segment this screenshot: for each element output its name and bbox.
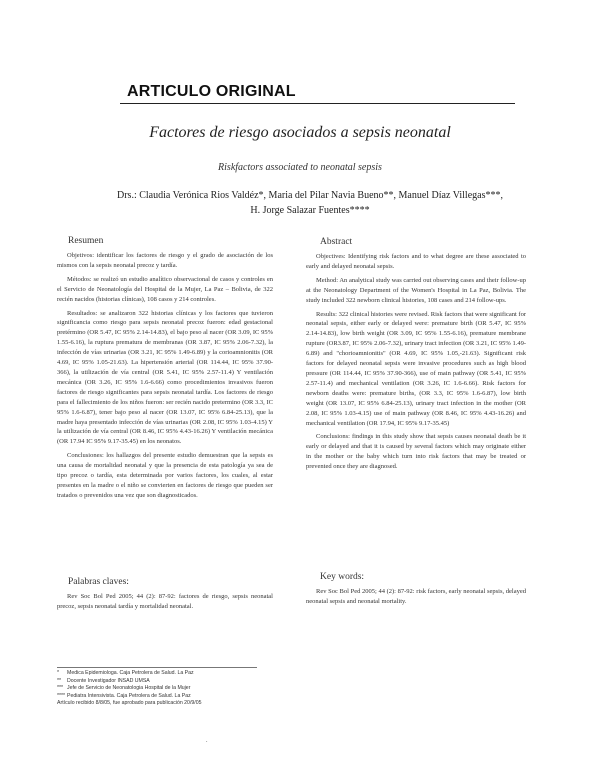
received-date: Artículo recibido 8/8/05, fue aprobado para publicación 20/9/05 xyxy=(57,700,202,706)
footnote-mark: *** xyxy=(57,685,64,692)
footnote-text: Pediatra Intensivista. Caja Petrolera de Salud. La Paz xyxy=(67,692,191,699)
abstract-method: Method: An analytical study was carried out observing cases and their follow-up at the Neonatology Department of the Women's Hospital in La Paz, Bolivia. The study included 322 newborn clinical histories, 108 cases and 214 follow-ups. xyxy=(306,276,526,304)
section-rule xyxy=(120,103,515,104)
keywords-text: Rev Soc Bol Ped 2005; 44 (2): 87-92: risk factors, early neonatal sepsis, delayed neonatal sepsis and neonatal mortality. xyxy=(306,588,526,605)
keywords-body xyxy=(306,587,526,607)
authors xyxy=(100,188,520,218)
footnote-text: Jefe de Servicio de Neonatologia Hospital de la Mujer xyxy=(67,685,191,692)
abstract-heading: Abstract xyxy=(320,237,353,247)
footnote-text: Medica Epidemiologa. Caja Petrolera de Salud. La Paz xyxy=(67,670,194,676)
abstract-results: Results: 322 clinical histories were revised. Risk factors that were significant for neonatal sepsis, either early or delayed were: premature birth (OR 5.47, IC 95% 2.14-14.83), low birth weight (OR 3.09, IC 95% 1.55-6.16), premature membrane rupture (OR3.87, IC 95% 2.06-7.32), urinary tract infection (OR 3.21, IC 95% 1.49-6.89) and "chorioamnionitis" (OR 4.69, IC 95% 1.05,-21.63). Significant risk factors for delayed neonatal sepsis were invasive procedures such as high blood pressure (OR 114.44, IC 95% 37.90-366), use of main pathway (OR 5.41, IC 95% 2.57-11.4) and mechanical ventilation (OR 3.26, IC 1.6-6.66). Risk factors for newborn deaths were: premature births, (OR 3.3, IC 95% 1.6-6.87), low birth weight (OR 13.07, IC 95% 6.84-25.13), urinary tract infection in the mother (OR 2.08, IC 95% 1.03-4.15) use of main pathway (OR 8.46, IC 95% 4.43-16.26) and mechanical ventilation (OR 17.94, IC 95% 9.17-35.45) xyxy=(306,310,526,427)
authors-line-1: Drs.: Claudia Verónica Rios Valdéz*, Maria del Pilar Navia Bueno**, Manuel Díaz Villegas***, xyxy=(117,190,503,201)
authors-line-2: H. Jorge Salazar Fuentes**** xyxy=(250,205,370,216)
footnote xyxy=(57,685,297,693)
footnote xyxy=(57,678,297,686)
section-label: ARTICULO ORIGINAL xyxy=(127,83,296,100)
resumen-conclusiones: Conclusiones: los hallazgos del presente estudio demuestran que la sepsis es una causa de mortalidad neonatal y que la presencia de esta patología ya sea de tipo precoz o tardía, esta determinada por varios factores, los cuales, al estar presentes en la madre o el niño se convierten en factores de riesgo que pueden ser tratados o prevenidos una vez que son diagnosticados. xyxy=(57,452,273,499)
abstract-body xyxy=(306,252,526,472)
resumen-body xyxy=(57,251,273,501)
article-title: Factores de riesgo asociados a sepsis neonatal xyxy=(149,124,451,141)
abstract-objectives: Objectives: Identifying risk factors and to what degree are these associated to early and delayed neonatal sepsis. xyxy=(306,253,526,270)
resumen-objetivos: Objetivos: identificar los factores de riesgo y el grado de asociación de los mismos con la sepsis neonatal precoz y tardía. xyxy=(57,252,273,269)
footnotes xyxy=(57,670,297,700)
resumen-heading: Resumen xyxy=(68,236,104,246)
keywords-heading: Key words: xyxy=(320,572,365,582)
palabras-text: Rev Soc Bol Ped 2005; 44 (2): 87-92: factores de riesgo, sepsis neonatal precoz, sepsis neonatal tardía y mortalidad neonatal. xyxy=(57,593,273,610)
resumen-metodos: Métodos: se realizó un estudio analítico observacional de casos y controles en el Servicio de Neonatología del Hospital de la Mujer, La Paz – Bolivia, de 322 recién nacidos (historias clínicas), 108 casos y 214 controles. xyxy=(57,275,273,303)
palabras-heading: Palabras claves: xyxy=(68,577,129,587)
page-mark: . xyxy=(206,738,208,744)
footnote-rule xyxy=(57,667,257,668)
abstract-conclusions: Conclusions: findings in this study show that sepsis causes neonatal death be it early or delayed and that it is caused by several factors which may originate either in the mother or the baby which turn into risk factors that may be treated or prevented once they are diagnosed. xyxy=(306,433,526,471)
footnote-mark: * xyxy=(57,670,60,676)
footnote-text: Docente Investigador INSAD UMSA xyxy=(67,677,150,684)
resumen-resultados: Resultados: se analizaron 322 historias clínicas y los factores que tuvieron significancia como riesgo para sepsis neonatal precoz fueron: edad gestacional pretérmino (OR 5.47, IC 95% 2.14-14.83), el bajo peso al nacer (OR 3.09, IC 95% 1.55-6.16), la ruptura prematura de membranas (OR 3.87, IC 95% 2.06-7.32), la infección de vías urinarias (OR 3.21, IC 95% 1.49-6.89) y la corioamnionitis (OR 4.69, IC 95% 1.05-21.63). La hipertensión arterial (OR 114.44, IC 95% 37.90-366), la utilización de vía central (OR 5.41, IC 95% 2.57-11.4) Y ventilación mecánica (OR 3.26, IC 95% 1.6-6.66) como procedimientos invasivos fueron factores de riesgo significantes para sepsis neonatal tardía. Los factores de riesgo para el fallecimiento de los niños fueron: ser recién nacido pretermino (OR 3.3, IC 95% 1.6-6.87), tener bajo peso al nacer (OR 13.07, IC 95% 6.84-25.13), que la madre haya presentado infección de vías urinarias (OR 2.08, IC 95% 1.03-4.15) Y la utilización de vía central (OR 8.46, IC 95% 4.43-16.26) Y ventilación mecánica (OR 17.94 IC 95% 9.17-35.45) en los neonatos. xyxy=(57,309,273,446)
footnote-mark: ** xyxy=(57,677,62,684)
article-subtitle: Riskfactors associated to neonatal sepsis xyxy=(218,162,382,173)
footnote-mark: **** xyxy=(57,692,66,699)
footnote xyxy=(57,670,297,678)
palabras-body xyxy=(57,592,273,612)
